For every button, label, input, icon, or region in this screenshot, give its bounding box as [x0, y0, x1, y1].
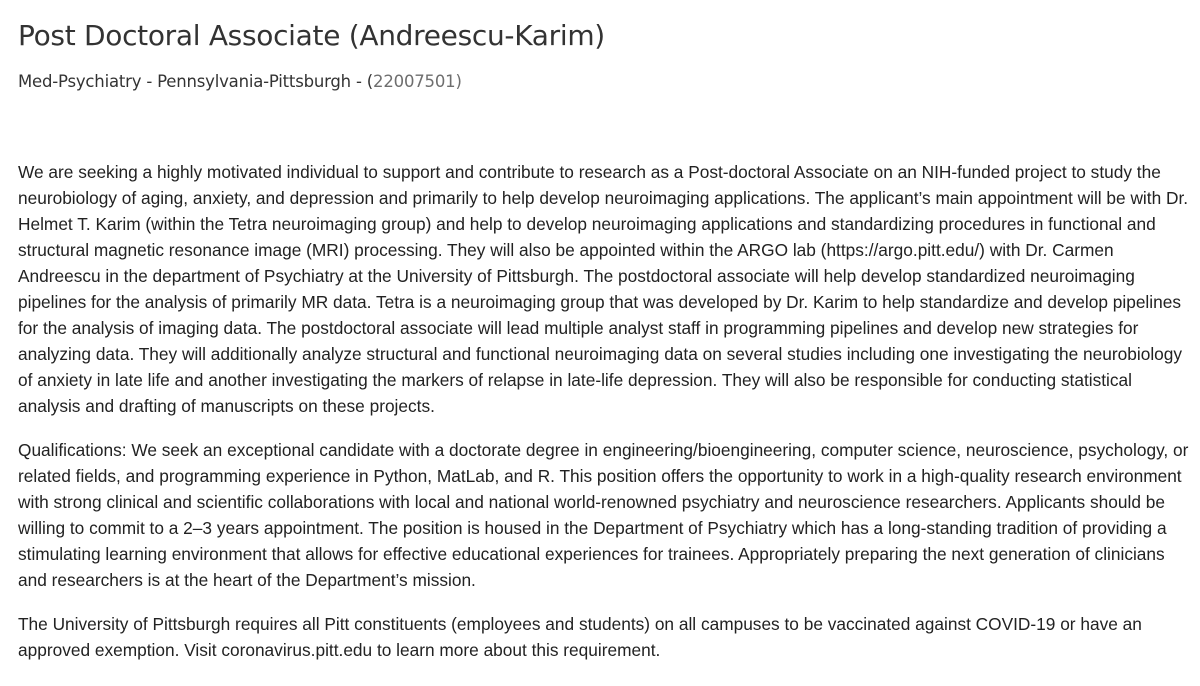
job-description [18, 159, 1190, 681]
description-paragraph-covid-requirement: The University of Pittsburgh requires all Pitt constituents (employees and students) on all campuses to be vaccinated against COVID-19 or have an approved exemption. Visit coronavirus.pitt.edu to learn more about this requirement. [18, 614, 1142, 660]
job-title: Post Doctoral Associate (Andreescu-Karim) [18, 19, 605, 52]
job-location: Pennsylvania-Pittsburgh [157, 72, 351, 91]
requisition-id: 22007501 [373, 72, 456, 91]
job-meta-line [18, 70, 462, 94]
meta-separator: - [141, 72, 158, 91]
description-paragraph-qualifications: Qualifications: We seek an exceptional candidate with a doctorate degree in engineering/bioengineering, computer science, neuroscience, psychology, or related fields, and programming experience in Python, MatLab, and R. This position offers the opportunity to work in a high-quality research environment with strong clinical and scientific collaborations with local and national world-renowned psychiatry and neuroscience researchers. Applicants should be willing to commit to a 2–3 years appointment. The position is housed in the Department of Psychiatry which has a long-standing tradition of providing a stimulating learning environment that allows for effective educational experiences for trainees. Appropriately preparing the next generation of clinicians and researchers is at the heart of the Department’s mission. [18, 440, 1189, 590]
description-paragraph-research: We are seeking a highly motivated individual to support and contribute to research as a Post-doctoral Associate on an NIH-funded project to study the neurobiology of aging, anxiety, and depression and primarily to help develop neuroimaging applications. The applicant’s main appointment will be with Dr. Helmet T. Karim (within the Tetra neuroimaging group) and help to develop neuroimaging applications and standardizing procedures in functional and structural magnetic resonance image (MRI) processing. They will also be appointed within the ARGO lab (https://argo.pitt.edu/) with Dr. Carmen Andreescu in the department of Psychiatry at the University of Pittsburgh. The postdoctoral associate will help develop standardized neuroimaging pipelines for the analysis of primarily MR data. Tetra is a neuroimaging group that was developed by Dr. Karim to help standardize and develop pipelines for the analysis of imaging data. The postdoctoral associate will lead multiple analyst staff in programming pipelines and develop new strategies for analyzing data. They will additionally analyze structural and functional neuroimaging data on several studies including one investigating the neurobiology of anxiety in late life and another investigating the markers of relapse in late-life depression. They will also be responsible for conducting statistical analysis and drafting of manuscripts on these projects. [18, 162, 1189, 416]
job-department: Med-Psychiatry [18, 72, 142, 91]
meta-close-paren: ) [455, 72, 462, 91]
meta-separator: - ( [350, 72, 374, 91]
